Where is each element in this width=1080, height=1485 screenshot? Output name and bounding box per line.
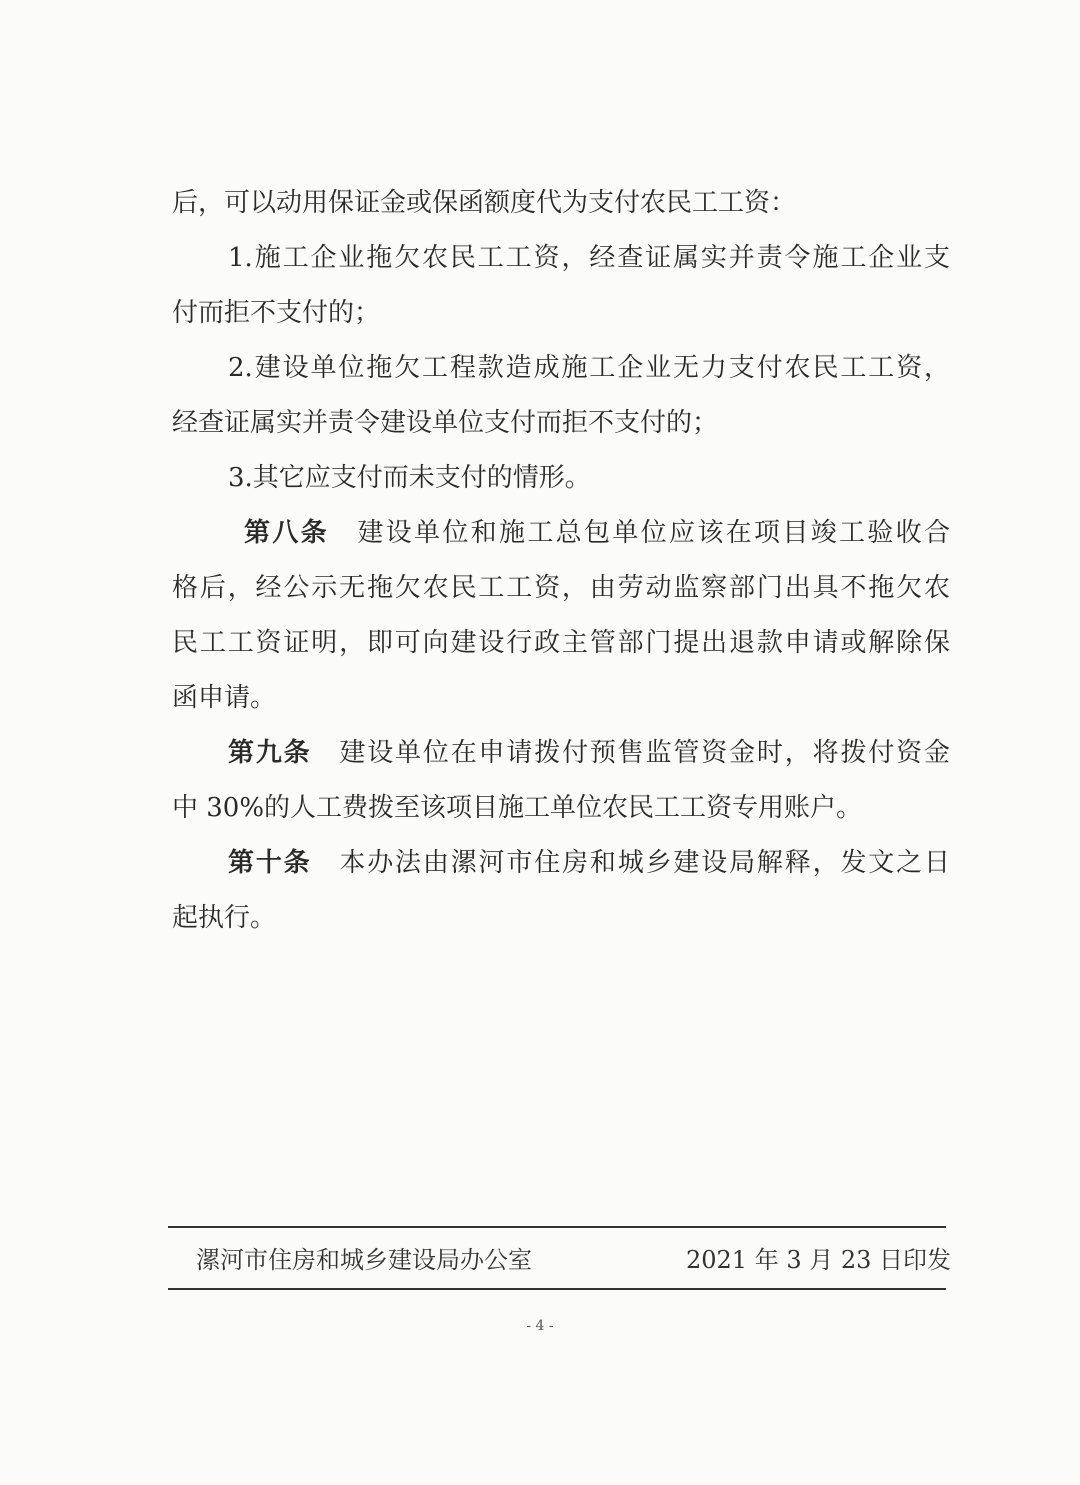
issuer: 漯河市住房和城乡建设局办公室 bbox=[196, 1246, 532, 1274]
list-item-1: 1.施工企业拖欠农民工工资，经查证属实并责令施工企业支 bbox=[228, 243, 950, 273]
list-item-3: 3.其它应支付而未支付的情形。 bbox=[228, 463, 591, 493]
article-text: 建设单位在申请拨付预售监管资金时，将拨付资金 bbox=[339, 738, 950, 768]
list-item-2-cont: 经查证属实并责令建设单位支付而拒不支付的； bbox=[172, 408, 719, 438]
article-8 bbox=[244, 513, 950, 553]
article-8-line: 函申请。 bbox=[172, 683, 277, 713]
article-text: 建设单位和施工总包单位应该在项目竣工验收合 bbox=[357, 518, 950, 548]
list-item-1-cont: 付而拒不支付的； bbox=[172, 298, 381, 328]
footer-top-rule bbox=[168, 1226, 946, 1228]
article-8-line: 格后，经公示无拖欠农民工工资，由劳动监察部门出具不拖欠农 bbox=[172, 573, 950, 603]
article-heading: 第十条 bbox=[228, 848, 312, 878]
article-heading: 第九条 bbox=[228, 738, 312, 768]
article-text: 本办法由漯河市住房和城乡建设局解释，发文之日 bbox=[339, 848, 950, 878]
list-item-2: 2.建设单位拖欠工程款造成施工企业无力支付农民工工资， bbox=[228, 353, 950, 383]
issue-date: 2021 年 3 月 23 日印发 bbox=[686, 1246, 952, 1274]
article-10 bbox=[228, 843, 950, 883]
footer-bottom-rule bbox=[168, 1288, 946, 1290]
article-10-line: 起执行。 bbox=[172, 903, 277, 933]
article-9-line: 中 30%的人工费拨至该项目施工单位农民工工资专用账户。 bbox=[172, 793, 863, 823]
article-9 bbox=[228, 733, 950, 773]
article-8-line: 民工工资证明，即可向建设行政主管部门提出退款申请或解除保 bbox=[172, 628, 950, 658]
article-heading: 第八条 bbox=[244, 518, 329, 548]
page-number: - 4 - bbox=[526, 1318, 554, 1334]
body-line: 后，可以动用保证金或保函额度代为支付农民工工资： bbox=[172, 188, 797, 218]
